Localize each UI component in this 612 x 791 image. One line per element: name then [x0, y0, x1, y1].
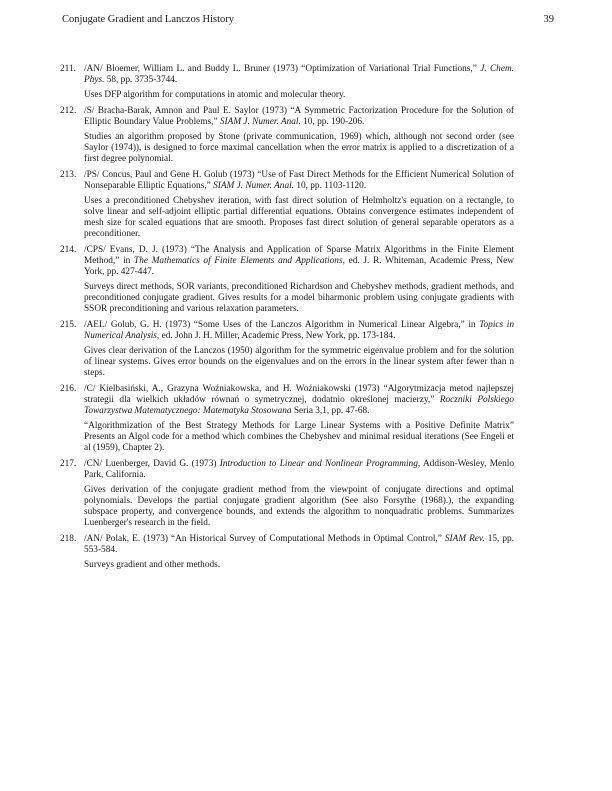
- entry-summary: “Algorithmization of the Best Strategy Methods for Large Linear Systems with a Positive Definite Matrix” Presents an Algol code for a method which combines the Chebyshev and minimal residual iterations (See Engeli et al (1959), Chapter 2).: [84, 421, 514, 453]
- journal-title: Topics in Numerical Analysis: [84, 320, 515, 341]
- citation-text: /C/ Kielbasiński, A., Grazyna Woźniakowska, and H. Woźniakowski (1973) “Algorytmizacja metod najlepszej strategii dla wielkich układów równań o symetrycznej, dodatnio określonej macierzy,”: [84, 384, 514, 405]
- journal-title: SIAM J. Numer. Anal.: [213, 181, 295, 191]
- entry-number: 216.: [60, 384, 77, 394]
- reference: [60, 320, 515, 342]
- entry-summary: Uses a preconditioned Chebyshev iteration, with fast direct solution of Helmholtz's equation on a rectangle, to solve linear and self-adjoint elliptic partial differential equations. Obtains convergence estimates independent of mesh size for scaled equations that are smooth. Proposes fast direct solution of general separable operators as a preconditioner.: [84, 196, 514, 239]
- entry-summary: Uses DFP algorithm for computations in atomic and molecular theory.: [84, 90, 346, 100]
- journal-title: SIAM J. Numer. Anal.: [219, 117, 301, 127]
- journal-title: J. Chem. Phys.: [84, 64, 514, 85]
- reference: [60, 534, 514, 556]
- journal-title: Roczniki Polskiego Towarzystwa Matematycznego: Matematyka Stosowana: [84, 395, 514, 416]
- bib-entry-215: [60, 320, 515, 379]
- reference: [60, 170, 514, 192]
- entry-number: 217.: [60, 459, 77, 469]
- entry-summary: Gives clear derivation of the Lanczos (1950) algorithm for the symmetric eigenvalue problem and for the solution of linear systems. Gives error bounds on the eigenvalues and on the errors in the linear system after fewer than n steps.: [84, 346, 514, 378]
- reference: [60, 384, 514, 417]
- entry-summary: Surveys direct methods, SOR variants, preconditioned Richardson and Chebyshev methods, gradient methods, and preconditioned conjugate gradient. Gives results for a model biharmonic problem using conjugate gradients with SSOR preconditioning and various relaxation parameters.: [84, 282, 514, 314]
- running-title: Conjugate Gradient and Lanczos History: [62, 14, 235, 25]
- citation-details: , ed. J. R. Whiteman, Academic Press, New York, pp. 427-447.: [84, 256, 514, 277]
- entry-number: 214.: [60, 245, 77, 255]
- page-number: 39: [543, 14, 554, 25]
- bib-entry-211: [60, 64, 514, 101]
- reference: [60, 64, 514, 86]
- citation-text: /AN/ Polak, E. (1973) “An Historical Survey of Computational Methods in Optimal Control,”: [84, 534, 445, 544]
- bib-entry-212: [60, 106, 514, 165]
- entry-summary: Studies an algorithm proposed by Stone (private communication, 1969) which, although not second order (see Saylor (1974)), is designed to force maximal cancellation when the error matrix is applied to a discretization of a first degree polynomial.: [84, 132, 514, 164]
- citation-details: , Addison-Wesley, Menlo Park, California.: [84, 459, 514, 480]
- citation-details: 10, pp. 190-206.: [300, 117, 365, 127]
- bib-entry-213: [60, 170, 514, 240]
- bib-entry-218: [60, 534, 514, 571]
- citation-text: /PS/ Concus, Paul and Gene H. Golub (1973) “Use of Fast Direct Methods for the Efficient Numerical Solution of Nonseparable Elliptic Equations,”: [84, 170, 514, 191]
- citation-details: Seria 3,1, pp. 47-68.: [291, 406, 370, 416]
- entry-number: 212.: [60, 106, 77, 116]
- citation-text: /AN/ Bloemer, William L. and Buddy L. Bruner (1973) “Optimization of Variational Trial Functions,”: [84, 64, 481, 74]
- journal-title: The Mathematics of Finite Elements and Applications: [134, 256, 343, 266]
- bibliography-list: [60, 64, 515, 576]
- entry-summary: Surveys gradient and other methods.: [84, 560, 221, 570]
- entry-number: 215.: [60, 320, 77, 330]
- entry-summary: Gives derivation of the conjugate gradient method from the viewpoint of conjugate directions and optimal polynomials. Develops the partial conjugate gradient algorithm (See also Forsythe (1968).), the expanding subspace property, and convergence bounds, and extends the algorithm to nonquadratic problems. Summarizes Luenberger's research in the field.: [84, 485, 514, 528]
- entry-number: 211.: [60, 64, 76, 74]
- bib-entry-217: [60, 459, 514, 529]
- citation-details: 10, pp. 1103-1120.: [294, 181, 367, 191]
- journal-title: Introduction to Linear and Nonlinear Programming: [219, 459, 418, 469]
- citation-text: /CN/ Luenberger, David G. (1973): [84, 459, 220, 469]
- reference: [60, 106, 514, 128]
- citation-text: /AEL/ Golub, G. H. (1973) “Some Uses of the Lanczos Algorithm in Numerical Linear Algebra,” in: [84, 320, 480, 330]
- citation-text: /CPS/ Evans, D. J. (1973) “The Analysis and Application of Sparse Matrix Algorithms in the Finite Element Method,” in: [84, 245, 514, 266]
- bib-entry-214: [60, 245, 514, 315]
- reference: [60, 459, 514, 481]
- entry-number: 213.: [60, 170, 77, 180]
- bib-entry-216: [60, 384, 514, 454]
- citation-text: /S/ Bracha-Barak, Amnon and Paul E. Saylor (1973) “A Symmetric Factorization Procedure for the Solution of Elliptic Boundary Value Problems,”: [84, 106, 514, 127]
- running-head: [62, 14, 554, 25]
- citation-details: 15, pp. 553-584.: [84, 534, 514, 555]
- journal-title: SIAM Rev.: [444, 534, 485, 544]
- citation-details: 58, pp. 3735-3744.: [104, 75, 178, 85]
- reference: [60, 245, 514, 278]
- citation-details: , ed. John J. H. Miller, Academic Press, New York, pp. 173-184.: [156, 331, 396, 341]
- entry-number: 218.: [60, 534, 77, 544]
